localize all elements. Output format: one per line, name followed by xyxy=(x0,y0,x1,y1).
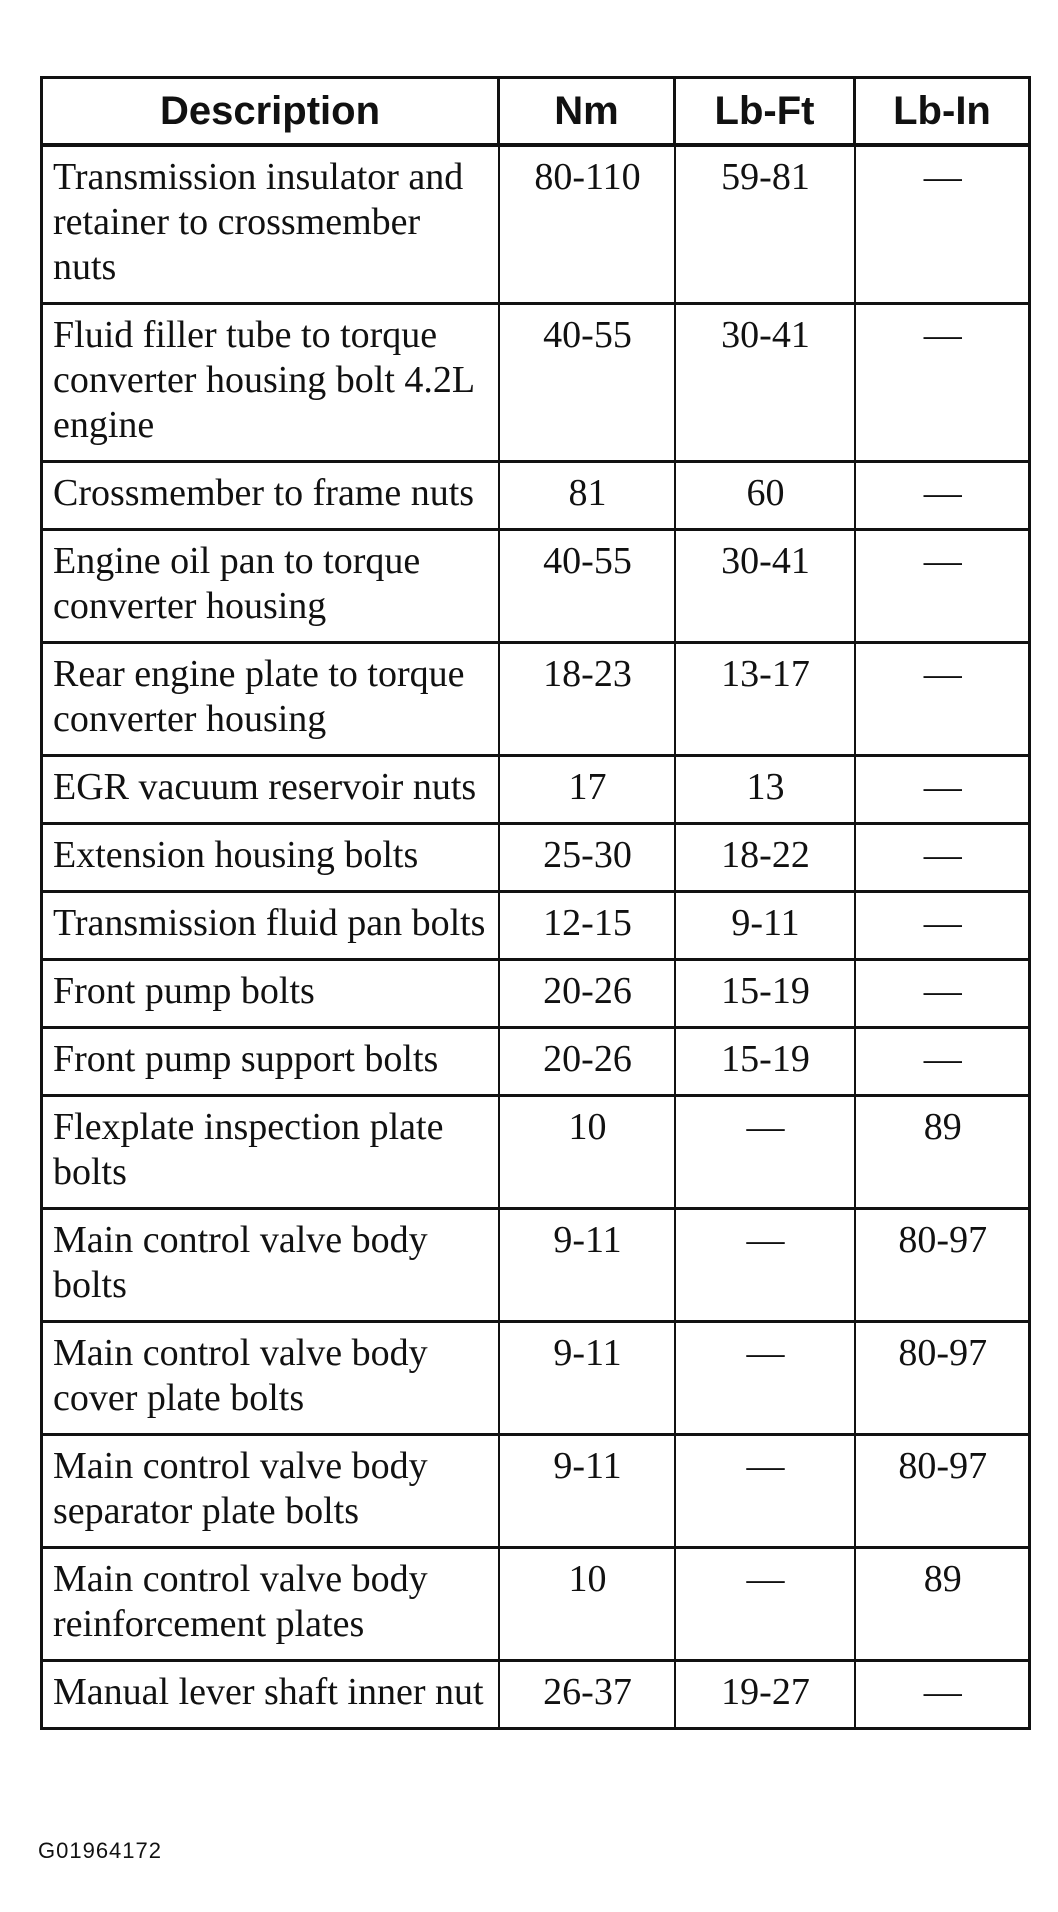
header-lb-in: Lb-In xyxy=(855,78,1030,146)
cell-lb-ft: — xyxy=(675,1209,855,1322)
cell-nm: 20-26 xyxy=(499,1028,675,1096)
cell-description: Main control valve body separator plate bolts xyxy=(42,1435,499,1548)
cell-lb-in: — xyxy=(855,892,1030,960)
table-row xyxy=(42,462,1030,530)
cell-nm: 18-23 xyxy=(499,643,675,756)
cell-description: Front pump support bolts xyxy=(42,1028,499,1096)
table-row xyxy=(42,1661,1030,1729)
figure-id: G01964172 xyxy=(38,1838,162,1863)
cell-nm: 81 xyxy=(499,462,675,530)
table-row xyxy=(42,824,1030,892)
cell-lb-ft: — xyxy=(675,1548,855,1661)
cell-description: EGR vacuum reservoir nuts xyxy=(42,756,499,824)
cell-nm: 20-26 xyxy=(499,960,675,1028)
cell-nm: 10 xyxy=(499,1096,675,1209)
cell-lb-in: — xyxy=(855,960,1030,1028)
cell-nm: 40-55 xyxy=(499,304,675,462)
cell-nm: 40-55 xyxy=(499,530,675,643)
cell-description: Fluid filler tube to torque converter housing bolt 4.2L engine xyxy=(42,304,499,462)
cell-lb-in: — xyxy=(855,145,1030,304)
cell-lb-ft: 18-22 xyxy=(675,824,855,892)
cell-lb-ft: 59-81 xyxy=(675,145,855,304)
cell-lb-in: 80-97 xyxy=(855,1435,1030,1548)
cell-nm: 17 xyxy=(499,756,675,824)
cell-description: Crossmember to frame nuts xyxy=(42,462,499,530)
table-row xyxy=(42,1028,1030,1096)
cell-nm: 9-11 xyxy=(499,1435,675,1548)
header-description: Description xyxy=(42,78,499,146)
cell-description: Main control valve body cover plate bolts xyxy=(42,1322,499,1435)
cell-lb-ft: 60 xyxy=(675,462,855,530)
cell-lb-in: — xyxy=(855,1661,1030,1729)
cell-nm: 9-11 xyxy=(499,1322,675,1435)
cell-lb-ft: 15-19 xyxy=(675,1028,855,1096)
cell-nm: 12-15 xyxy=(499,892,675,960)
header-nm: Nm xyxy=(499,78,675,146)
cell-description: Main control valve body bolts xyxy=(42,1209,499,1322)
cell-nm: 80-110 xyxy=(499,145,675,304)
table-row xyxy=(42,756,1030,824)
cell-lb-ft: — xyxy=(675,1096,855,1209)
cell-nm: 25-30 xyxy=(499,824,675,892)
cell-lb-ft: 13-17 xyxy=(675,643,855,756)
table-row xyxy=(42,1435,1030,1548)
cell-lb-in: — xyxy=(855,530,1030,643)
cell-description: Extension housing bolts xyxy=(42,824,499,892)
cell-lb-in: — xyxy=(855,1028,1030,1096)
cell-description: Transmission fluid pan bolts xyxy=(42,892,499,960)
cell-lb-ft: 15-19 xyxy=(675,960,855,1028)
cell-lb-ft: 30-41 xyxy=(675,304,855,462)
table-row xyxy=(42,145,1030,304)
table-row xyxy=(42,1548,1030,1661)
cell-description: Front pump bolts xyxy=(42,960,499,1028)
cell-lb-in: — xyxy=(855,824,1030,892)
cell-description: Manual lever shaft inner nut xyxy=(42,1661,499,1729)
cell-description: Engine oil pan to torque converter housing xyxy=(42,530,499,643)
cell-description: Rear engine plate to torque converter housing xyxy=(42,643,499,756)
table-row xyxy=(42,892,1030,960)
cell-lb-ft: — xyxy=(675,1322,855,1435)
cell-lb-in: 80-97 xyxy=(855,1209,1030,1322)
torque-spec-table xyxy=(40,76,1031,1730)
cell-lb-ft: 19-27 xyxy=(675,1661,855,1729)
cell-lb-in: 89 xyxy=(855,1548,1030,1661)
cell-lb-ft: 13 xyxy=(675,756,855,824)
cell-lb-in: — xyxy=(855,462,1030,530)
cell-description: Flexplate inspection plate bolts xyxy=(42,1096,499,1209)
cell-lb-ft: — xyxy=(675,1435,855,1548)
table-row xyxy=(42,1096,1030,1209)
cell-lb-in: 89 xyxy=(855,1096,1030,1209)
cell-nm: 26-37 xyxy=(499,1661,675,1729)
table-row xyxy=(42,304,1030,462)
table-header-row xyxy=(42,78,1030,146)
cell-description: Transmission insulator and retainer to crossmember nuts xyxy=(42,145,499,304)
cell-lb-in: — xyxy=(855,304,1030,462)
cell-lb-in: — xyxy=(855,756,1030,824)
table-row xyxy=(42,530,1030,643)
table-row xyxy=(42,1209,1030,1322)
table-row xyxy=(42,643,1030,756)
cell-lb-ft: 9-11 xyxy=(675,892,855,960)
cell-lb-ft: 30-41 xyxy=(675,530,855,643)
cell-lb-in: 80-97 xyxy=(855,1322,1030,1435)
cell-nm: 9-11 xyxy=(499,1209,675,1322)
table-row xyxy=(42,960,1030,1028)
cell-lb-in: — xyxy=(855,643,1030,756)
cell-description: Main control valve body reinforcement plates xyxy=(42,1548,499,1661)
table-row xyxy=(42,1322,1030,1435)
cell-nm: 10 xyxy=(499,1548,675,1661)
header-lb-ft: Lb-Ft xyxy=(675,78,855,146)
